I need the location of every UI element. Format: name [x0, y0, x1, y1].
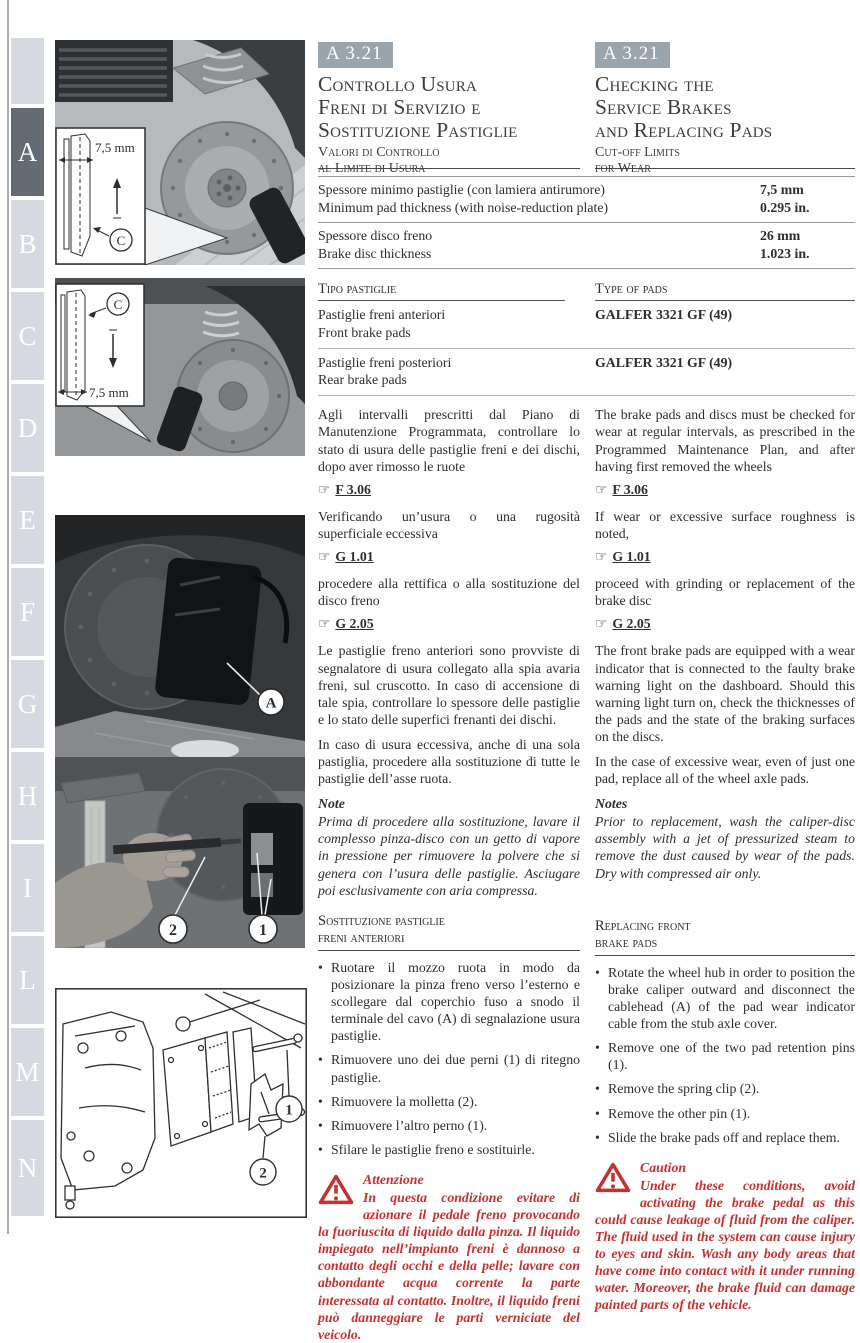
step-item: • Rimuovere la molletta (2).: [318, 1093, 580, 1110]
pad-min-thickness-label: 7,5 mm: [95, 140, 135, 155]
pad-min-thickness-label: 7,5 mm: [89, 385, 129, 400]
warning-block-english: [595, 1159, 855, 1314]
pad-callout-c-label: C: [113, 297, 123, 312]
sidebar-tab-a: [11, 108, 44, 196]
pointing-hand-icon: ☞: [595, 549, 608, 566]
sidebar-tab-label: E: [19, 504, 36, 535]
pad-row-label-it: Pastiglie freni anteriori: [318, 306, 446, 322]
caliper-photo-illustration: [55, 278, 305, 456]
section-title-italian: Controllo Usura Freni di Servizio e Sostituzione Pastiglie: [318, 72, 518, 142]
step-item: • Remove the spring clip (2).: [595, 1080, 855, 1097]
warning-triangle-icon: [318, 1174, 354, 1205]
reference-code: F 3.06: [335, 481, 371, 497]
paragraph: The brake pads and discs must be checked for wear at regular intervals, as prescribed in the Programmed Maintenance Plan, and after having first removed the wheels: [595, 407, 855, 474]
sidebar-tab-label: I: [23, 872, 32, 903]
spec-label-en: Brake disc thickness: [318, 245, 432, 261]
cross-reference: [318, 481, 580, 499]
pad-callout-c-label: C: [116, 233, 126, 248]
pad-table-header-en: Type of pads: [595, 281, 855, 301]
step-item: • Ruotare il mozzo ruota in modo da posizionare la pinza freno verso l’esterno e scollegare dal coperchio fuso a snodo il terminale del cavo (A) di segnalazione usura pastiglie.: [318, 959, 580, 1044]
spring-clip-callout-2-label: 2: [169, 922, 177, 939]
table-row: [318, 349, 855, 397]
spring-clip-callout-2-label: 2: [259, 1165, 267, 1182]
sidebar-tab-label: A: [17, 136, 38, 167]
pin-callout-1-label: 1: [285, 1102, 293, 1119]
paragraph: Verificando un’usura o una rugosità superficiale eccessiva: [318, 508, 580, 541]
warning-block-italian: [318, 1171, 580, 1343]
wear-limits-table: [318, 176, 855, 269]
pad-row-label-it: Pastiglie freni posteriori: [318, 354, 452, 370]
sidebar-tab-label: F: [19, 596, 36, 627]
sidebar-tab-b: [11, 200, 44, 288]
sidebar-tab-i: [11, 844, 44, 932]
paragraph: If wear or excessive surface roughness is noted,: [595, 508, 855, 541]
pointing-hand-icon: ☞: [318, 616, 331, 633]
step-item: • Slide the brake pads off and replace them.: [595, 1129, 855, 1146]
sidebar-tab-n: [11, 1120, 44, 1216]
table-row: [318, 301, 855, 349]
procedure-steps-english: [595, 964, 855, 1146]
section-title-english: Checking the Service Brakes and Replacing Pads: [595, 72, 773, 142]
step-item: • Rimuovere uno dei due perni (1) di ritegno pastiglie.: [318, 1051, 580, 1085]
spec-value-metric: 26 mm: [760, 227, 801, 243]
spec-value-metric: 7,5 mm: [760, 182, 804, 197]
paragraph: Le pastiglie freno anteriori sono provviste di segnalatore di usura collegato alla spia avaria freni, sul cruscotto. In caso di accensione di tale spia, controllare lo spessore delle pastiglie e lo stato delle superfici frenanti dei dischi.: [318, 643, 580, 727]
spec-label-it: Spessore minimo pastiglie (con lamiera antirumore): [318, 182, 605, 197]
procedure-steps-italian: [318, 959, 580, 1158]
reference-code: G 1.01: [335, 549, 374, 565]
subsection-title-english: Replacing front brake pads: [595, 918, 855, 956]
pad-row-label-en: Front brake pads: [318, 324, 411, 340]
warning-title: Attenzione: [363, 1171, 424, 1187]
caliper-cable-photo-illustration: [55, 515, 305, 758]
pin-removal-photo-illustration: [55, 757, 305, 948]
step-item: • Sfilare le pastiglie freno e sostituirle.: [318, 1141, 580, 1158]
figure-front-brake-disc-photo: [55, 40, 305, 265]
sidebar-tab-label: D: [17, 412, 38, 443]
sidebar-tab-h: [11, 752, 44, 840]
page-binding-rule: [7, 0, 9, 1234]
note-title: Note: [318, 796, 345, 812]
reference-code: G 2.05: [335, 616, 374, 632]
figure-caliper-cable-photo: [55, 515, 305, 758]
page-content: [318, 42, 855, 1343]
table-row: [318, 177, 855, 223]
figure-front-caliper-photo: [55, 278, 305, 456]
pad-table-header-it: Tipo pastiglie: [318, 281, 565, 301]
sidebar-tab-label: C: [18, 320, 37, 351]
pad-row-label-en: Rear brake pads: [318, 372, 407, 388]
cross-reference: [595, 481, 855, 499]
caliper-exploded-line-art: [55, 988, 307, 1218]
paragraph: Agli intervalli prescritti dal Piano di Manutenzione Programmata, controllare lo stato di usura delle pastiglie freni e dei dischi, dopo aver rimosso le ruote: [318, 407, 580, 474]
pin-callout-1-label: 1: [259, 922, 267, 939]
section-number-badge: A 3.21: [318, 42, 393, 68]
sidebar-slot-empty: [11, 38, 44, 104]
cross-reference: [318, 548, 580, 566]
sidebar-tab-g: [11, 660, 44, 748]
spec-label-en: Minimum pad thickness (with noise-reduction plate): [318, 199, 609, 215]
step-item: • Rotate the wheel hub in order to position the brake caliper outward and disconnect the cablehead (A) of the pad wear indicator cable from the stub axle cover.: [595, 964, 855, 1032]
section-subtitle-english: Cut-off Limits for Wear: [595, 145, 680, 177]
cable-callout-a-label: A: [265, 695, 277, 712]
reference-code: G 1.01: [612, 549, 651, 565]
note-title: Notes: [595, 796, 628, 812]
brake-disc-photo-illustration: [55, 40, 305, 265]
cross-reference: [318, 615, 580, 633]
sidebar-tab-label: H: [17, 780, 38, 811]
warning-text: In questa condizione evitare di azionare il pedale freno provocando la fuoriuscita di liquido dalla pinza. Il liquido impiegato nell’impianto freni è dannoso a contatto degli occhi e della pelle; lavare con abbondante acqua corrente la parte interessata al contatto. Inoltre, il liquido freni può danneggiare le parti verniciate del veicolo.: [318, 1189, 580, 1342]
sidebar-tab-m: [11, 1028, 44, 1116]
section-header-italian: [318, 42, 580, 177]
pointing-hand-icon: ☞: [318, 481, 331, 498]
figure-caliper-exploded-drawing: [55, 988, 305, 1218]
sidebar-tab-e: [11, 476, 44, 564]
step-item: • Remove one of the two pad retention pins (1).: [595, 1039, 855, 1073]
column-english: [595, 406, 855, 1342]
paragraph: procedere alla rettifica o alla sostituzione del disco freno: [318, 576, 580, 609]
paragraph: The front brake pads are equipped with a wear indicator that is connected to the faulty brake warning light on the dashboard. Should this warning light turn on, check the thicknesses of the pads and the state of the braking surfaces on the discs.: [595, 643, 855, 744]
note-text: Prima di procedere alla sostituzione, lavare il complesso pinza-disco con un getto di vapore in pressione per rimuovere la polvere che si genera con l’usura delle pastiglie. Asciugare poi esclusivamente con aria compressa.: [318, 814, 580, 898]
spec-value-imperial: 1.023 in.: [760, 245, 810, 261]
pad-type-table: [318, 281, 855, 397]
warning-title: Caution: [640, 1159, 687, 1175]
sidebar-tab-c: [11, 292, 44, 380]
reference-code: F 3.06: [612, 481, 648, 497]
cross-reference: [595, 548, 855, 566]
pad-row-value: GALFER 3321 GF (49): [595, 306, 733, 322]
sidebar-tab-f: [11, 568, 44, 656]
pointing-hand-icon: ☞: [595, 616, 608, 633]
sidebar-tab-d: [11, 384, 44, 472]
sidebar-tab-label: M: [15, 1056, 40, 1087]
pointing-hand-icon: ☞: [318, 549, 331, 566]
section-subtitle-italian: Valori di Controllo al Limite di Usura: [318, 145, 440, 177]
reference-code: G 2.05: [612, 616, 651, 632]
warning-triangle-icon: [595, 1162, 631, 1193]
step-item: • Rimuovere l’altro perno (1).: [318, 1117, 580, 1134]
spec-value-imperial: 0.295 in.: [760, 199, 810, 215]
sidebar-tab-label: N: [17, 1152, 38, 1183]
spec-label-it: Spessore disco freno: [318, 227, 433, 243]
table-row: [318, 223, 855, 269]
note-text: Prior to replacement, wash the caliper-disc assembly with a jet of pressurized steam to remove the dust caused by wear of the pads. Dry with compressed air only.: [595, 814, 855, 881]
paragraph: proceed with grinding or replacement of the brake disc: [595, 576, 855, 609]
sidebar-tab-l: [11, 936, 44, 1024]
section-header-english: [595, 42, 855, 177]
subsection-title-italian: Sostituzione pastiglie freni anteriori: [318, 913, 580, 951]
sidebar-tab-label: L: [19, 964, 36, 995]
sidebar-tab-label: G: [17, 688, 38, 719]
figure-pin-removal-photo: [55, 757, 305, 948]
paragraph: In caso di usura eccessiva, anche di una sola pastiglia, procedere alla sostituzione di tutte le pastiglie dell’asse ruota.: [318, 736, 580, 787]
warning-text: Under these conditions, avoid activating the brake pedal as this could cause leakage of fluid from the caliper. The fluid used in the system can cause injury to eyes and skin. Wash any body areas that have come into contact with it under running water. Moreover, the brake fluid can damage painted parts of the vehicle.: [595, 1177, 855, 1313]
column-italian: [318, 406, 580, 1342]
cross-reference: [595, 615, 855, 633]
paragraph: In the case of excessive wear, even of just one pad, replace all of the wheel axle pads.: [595, 753, 855, 787]
pad-row-value: GALFER 3321 GF (49): [595, 354, 733, 370]
pointing-hand-icon: ☞: [595, 481, 608, 498]
step-item: • Remove the other pin (1).: [595, 1105, 855, 1122]
section-number-badge: A 3.21: [595, 42, 670, 68]
sidebar-tab-label: B: [18, 228, 37, 259]
